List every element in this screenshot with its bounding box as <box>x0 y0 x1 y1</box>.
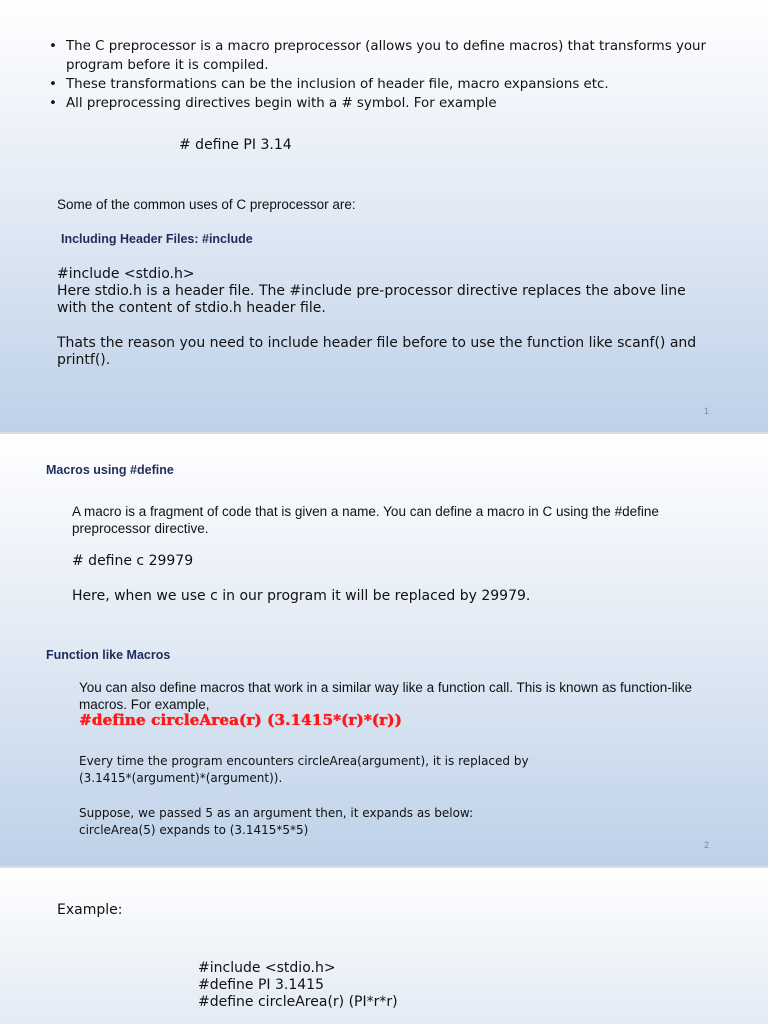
explanation-line-1: Here stdio.h is a header file. The #include pre-processor directive replaces the above line <box>57 283 686 299</box>
include-line: #include <stdio.h> <box>57 266 195 282</box>
bullet-text: The C preprocessor is a macro preprocessor (allows you to define macros) that transforms your program before it is compiled. <box>66 39 707 73</box>
code-line: #define circleArea(r) (PI*r*r) <box>198 994 398 1010</box>
reason-line-2: printf(). <box>57 352 111 368</box>
function-macro-line-2: macros. For example, <box>79 697 210 712</box>
bullet-item <box>46 94 726 113</box>
function-macros-heading: Function like Macros <box>46 648 171 662</box>
bullet-text: These transformations can be the inclusion of header file, macro expansions etc. <box>66 77 609 92</box>
bullet-icon: • <box>49 39 57 54</box>
bullet-icon: • <box>49 77 57 92</box>
slide-3 <box>0 868 768 1024</box>
bullet-text: All preprocessing directives begin with a # symbol. For example <box>66 96 497 111</box>
every-time-line-1: Every time the program encounters circleArea(argument), it is replaced by <box>79 754 529 768</box>
include-heading: Including Header Files: #include <box>61 232 253 246</box>
code-line: #define PI 3.1415 <box>198 977 324 993</box>
slide-2 <box>0 434 768 866</box>
replace-text: Here, when we use c in our program it will be replaced by 29979. <box>72 588 531 604</box>
explanation-line-2: with the content of stdio.h header file. <box>57 300 326 316</box>
macro-definition-line-1: A macro is a fragment of code that is given a name. You can define a macro in C using the #define <box>72 504 659 519</box>
macro-definition-line-2: preprocessor directive. <box>72 521 209 536</box>
every-time-line-2: (3.1415*(argument)*(argument)). <box>79 771 283 785</box>
bullet-item <box>46 37 726 75</box>
common-uses-text: Some of the common uses of C preprocessor are: <box>57 197 356 212</box>
circle-area-macro: #define circleArea(r) (3.1415*(r)*(r)) <box>79 711 402 729</box>
suppose-line-1: Suppose, we passed 5 as an argument then, it expands as below: <box>79 806 474 820</box>
function-macro-line-1: You can also define macros that work in a similar way like a function call. This is known as function-like <box>79 680 693 695</box>
bullet-item <box>46 75 726 94</box>
reason-line-1: Thats the reason you need to include header file before to use the function like scanf() and <box>57 335 697 351</box>
bullet-list <box>46 37 726 113</box>
suppose-line-2: circleArea(5) expands to (3.1415*5*5) <box>79 823 309 837</box>
define-c-example: # define c 29979 <box>72 553 194 569</box>
code-line: #include <stdio.h> <box>198 960 336 976</box>
slide-number: 1 <box>704 406 710 416</box>
bullet-icon: • <box>49 96 57 111</box>
macros-heading: Macros using #define <box>46 463 174 477</box>
define-pi-example: # define PI 3.14 <box>179 137 292 153</box>
example-label: Example: <box>57 902 123 918</box>
slide-1 <box>0 0 768 432</box>
slide-number: 2 <box>704 840 710 850</box>
